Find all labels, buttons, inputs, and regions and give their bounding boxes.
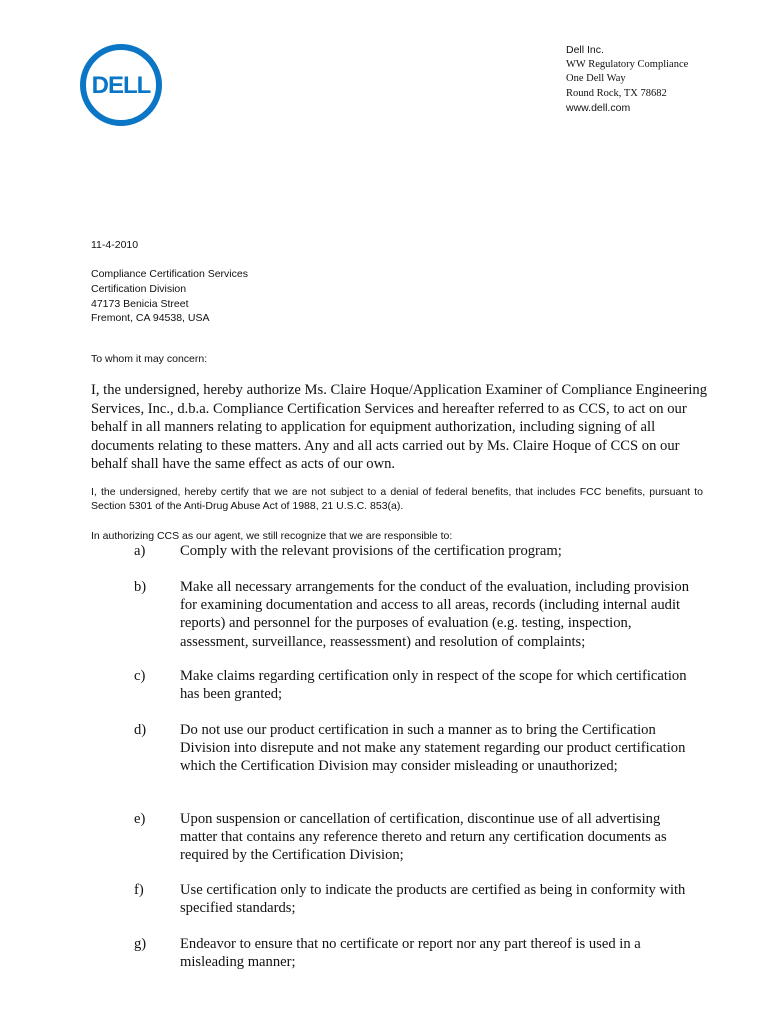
authorization-paragraph: I, the undersigned, hereby authorize Ms. Claire Hoque/Application Examiner of Compliance Engineering Services, Inc., d.b.a. Compliance Certification Services and hereafter referred to as CCS, to act on our behalf in all manners relating to application for equipment authorization, including signing of all documents relating to these matters. Any and all acts carried out by Ms. Claire Hoque of CCS on our behalf shall have the same effect as acts of our own. [91, 382, 707, 473]
certify-paragraph: I, the undersigned, hereby certify that we are not subject to a denial of federal benefits, that includes FCC benefits, pursuant to Section 5301 of the Anti-Drug Abuse Act of 1988, 21 U.S.C. 853(a). [91, 486, 703, 513]
list-item-text: Endeavor to ensure that no certificate or report nor any part thereof is used in a misleading manner; [180, 936, 641, 971]
sender-company: Dell Inc. [566, 44, 604, 56]
list-item-letter: b) [134, 579, 147, 595]
recipient-line-1: Compliance Certification Services [91, 268, 248, 280]
list-item-letter: f) [134, 882, 144, 898]
responsibilities-intro: In authorizing CCS as our agent, we still recognize that we are responsible to: [91, 530, 453, 542]
list-item-letter: g) [134, 936, 147, 952]
recipient-address [91, 267, 248, 326]
sender-city: Round Rock, TX 78682 [566, 87, 667, 99]
list-item-letter: d) [134, 722, 147, 738]
list-item-text: Make all necessary arrangements for the conduct of the evaluation, including provision for examining documentation and access to all areas, records (including internal audit reports) and personnel for the purposes of evaluation (e.g. testing, inspection, assessment, surveillance, reassessment) and resolution of complaints; [180, 579, 689, 650]
list-item-text: Make claims regarding certification only in respect of the scope for which certification has been granted; [180, 668, 687, 703]
list-item-letter: c) [134, 668, 146, 684]
recipient-line-2: Certification Division [91, 282, 187, 295]
recipient-line-3: 47173 Benicia Street [91, 297, 189, 310]
letter-date: 11-4-2010 [91, 239, 139, 251]
sender-street: One Dell Way [566, 73, 626, 84]
svg-text:DELL: DELL [91, 72, 151, 99]
sender-website: www.dell.com [566, 102, 631, 114]
list-item-text: Comply with the relevant provisions of the certification program; [180, 543, 562, 559]
recipient-line-4: Fremont, CA 94538, USA [91, 312, 210, 325]
greeting: To whom it may concern: [91, 353, 208, 365]
sender-department: WW Regulatory Compliance [566, 58, 689, 70]
list-item-text: Do not use our product certification in such a manner as to bring the Certification Division into disrepute and not make any statement regarding our product certification which the Certification Division may consider misleading or unauthorized; [180, 722, 686, 775]
dell-logo-icon [79, 43, 163, 127]
list-item-letter: a) [134, 543, 146, 559]
list-item-text: Upon suspension or cancellation of certification, discontinue use of all advertising matter that contains any reference thereto and return any certification documents as required by the Certification Division; [180, 811, 667, 864]
sender-address [566, 43, 688, 116]
dell-logo [79, 43, 163, 127]
list-item-letter: e) [134, 811, 146, 827]
list-item-text: Use certification only to indicate the products are certified as being in conformity with specified standards; [180, 882, 686, 917]
